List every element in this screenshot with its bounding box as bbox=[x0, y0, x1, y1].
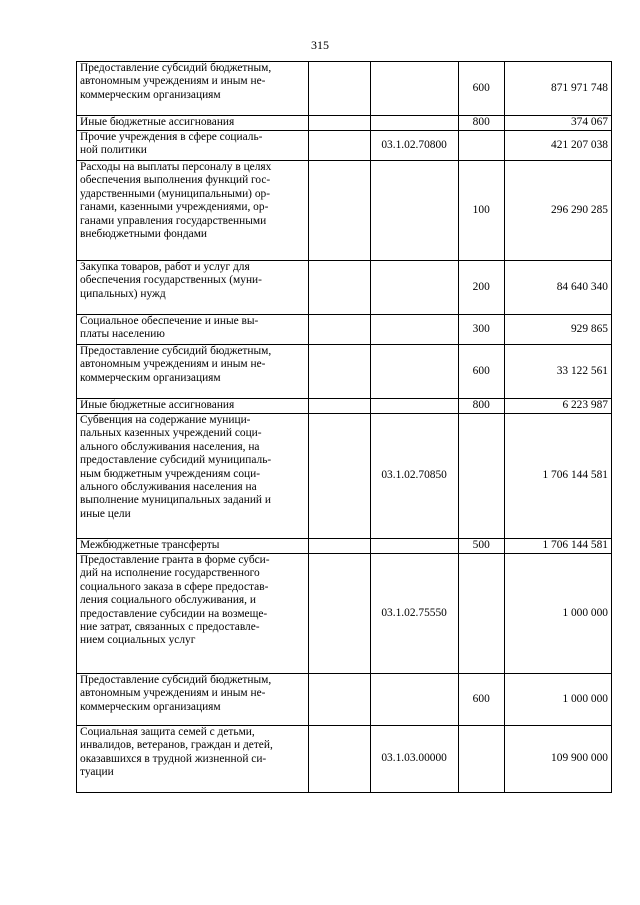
expense-type-cell: 800 bbox=[458, 116, 504, 131]
amount-cell: 109 900 000 bbox=[504, 726, 611, 793]
expense-name-cell: Прочие учреждения в сфере социаль- ной политики bbox=[77, 131, 309, 161]
table-row bbox=[77, 414, 612, 539]
expense-type-cell: 600 bbox=[458, 674, 504, 726]
target-code-cell bbox=[370, 116, 458, 131]
target-code-cell bbox=[370, 161, 458, 261]
amount-cell: 1 706 144 581 bbox=[504, 414, 611, 539]
amount-cell: 1 000 000 bbox=[504, 554, 611, 674]
budget-table bbox=[76, 61, 612, 793]
table-row bbox=[77, 116, 612, 131]
expense-name-cell: Межбюджетные трансферты bbox=[77, 539, 309, 554]
expense-name-cell: Предоставление гранта в форме субси- дий на исполнение государственного социального заказа в сфере предостав- ления социального обслуживания, и предоставление субсидии на возмеще- ние затрат, связанных с предоставле- нием социальных услуг bbox=[77, 554, 309, 674]
empty-cell bbox=[309, 554, 370, 674]
amount-cell: 6 223 987 bbox=[504, 399, 611, 414]
empty-cell bbox=[309, 116, 370, 131]
empty-cell bbox=[309, 726, 370, 793]
expense-name-cell: Иные бюджетные ассигнования bbox=[77, 399, 309, 414]
amount-cell: 296 290 285 bbox=[504, 161, 611, 261]
budget-table-body bbox=[77, 62, 612, 793]
expense-name-cell: Предоставление субсидий бюджетным, автономным учреждениям и иным не- коммерческим организациям bbox=[77, 62, 309, 116]
expense-type-cell: 200 bbox=[458, 261, 504, 315]
amount-cell: 374 067 bbox=[504, 116, 611, 131]
expense-name-cell: Предоставление субсидий бюджетным, автономным учреждениям и иным не- коммерческим организациям bbox=[77, 674, 309, 726]
empty-cell bbox=[309, 539, 370, 554]
amount-cell: 1 706 144 581 bbox=[504, 539, 611, 554]
expense-name-cell: Закупка товаров, работ и услуг для обеспечения государственных (муни- ципальных) нужд bbox=[77, 261, 309, 315]
expense-name-cell: Социальная защита семей с детьми, инвалидов, ветеранов, граждан и детей, оказавшихся в трудной жизненной си- туации bbox=[77, 726, 309, 793]
empty-cell bbox=[309, 345, 370, 399]
table-row bbox=[77, 554, 612, 674]
amount-cell: 929 865 bbox=[504, 315, 611, 345]
expense-name-cell: Социальное обеспечение и иные вы- платы населению bbox=[77, 315, 309, 345]
target-code-cell bbox=[370, 261, 458, 315]
table-row bbox=[77, 674, 612, 726]
expense-name-cell: Предоставление субсидий бюджетным, автономным учреждениям и иным не- коммерческим организациям bbox=[77, 345, 309, 399]
target-code-cell bbox=[370, 345, 458, 399]
amount-cell: 871 971 748 bbox=[504, 62, 611, 116]
table-row bbox=[77, 62, 612, 116]
expense-type-cell: 600 bbox=[458, 345, 504, 399]
empty-cell bbox=[309, 674, 370, 726]
expense-name-cell: Иные бюджетные ассигнования bbox=[77, 116, 309, 131]
target-code-cell: 03.1.02.70850 bbox=[370, 414, 458, 539]
target-code-cell bbox=[370, 674, 458, 726]
amount-cell: 1 000 000 bbox=[504, 674, 611, 726]
expense-name-cell: Расходы на выплаты персоналу в целях обеспечения выполнения функций гос- ударственными (муниципальными) ор- ганами, казенными учреждениями, ор- ганами управления государственными внебюджетными фондами bbox=[77, 161, 309, 261]
target-code-cell: 03.1.02.70800 bbox=[370, 131, 458, 161]
amount-cell: 33 122 561 bbox=[504, 345, 611, 399]
expense-type-cell: 500 bbox=[458, 539, 504, 554]
page-number: 315 bbox=[311, 38, 329, 52]
expense-type-cell bbox=[458, 726, 504, 793]
target-code-cell: 03.1.02.75550 bbox=[370, 554, 458, 674]
target-code-cell: 03.1.03.00000 bbox=[370, 726, 458, 793]
table-row bbox=[77, 131, 612, 161]
empty-cell bbox=[309, 161, 370, 261]
table-row bbox=[77, 539, 612, 554]
expense-type-cell bbox=[458, 131, 504, 161]
empty-cell bbox=[309, 62, 370, 116]
table-row bbox=[77, 726, 612, 793]
expense-type-cell: 300 bbox=[458, 315, 504, 345]
amount-cell: 421 207 038 bbox=[504, 131, 611, 161]
empty-cell bbox=[309, 131, 370, 161]
empty-cell bbox=[309, 315, 370, 345]
expense-type-cell bbox=[458, 414, 504, 539]
table-row bbox=[77, 315, 612, 345]
empty-cell bbox=[309, 261, 370, 315]
target-code-cell bbox=[370, 399, 458, 414]
expense-type-cell: 800 bbox=[458, 399, 504, 414]
empty-cell bbox=[309, 399, 370, 414]
expense-name-cell: Субвенция на содержание муници- пальных казенных учреждений соци- ального обслуживания населения, на предоставление субсидий муниципаль- ным бюджетным учреждениям соци- ального обслуживания населения на выполнение муниципальных заданий и иные цели bbox=[77, 414, 309, 539]
expense-type-cell: 600 bbox=[458, 62, 504, 116]
expense-type-cell: 100 bbox=[458, 161, 504, 261]
amount-cell: 84 640 340 bbox=[504, 261, 611, 315]
target-code-cell bbox=[370, 539, 458, 554]
expense-type-cell bbox=[458, 554, 504, 674]
empty-cell bbox=[309, 414, 370, 539]
table-row bbox=[77, 345, 612, 399]
table-row bbox=[77, 399, 612, 414]
table-row bbox=[77, 261, 612, 315]
target-code-cell bbox=[370, 62, 458, 116]
target-code-cell bbox=[370, 315, 458, 345]
table-row bbox=[77, 161, 612, 261]
